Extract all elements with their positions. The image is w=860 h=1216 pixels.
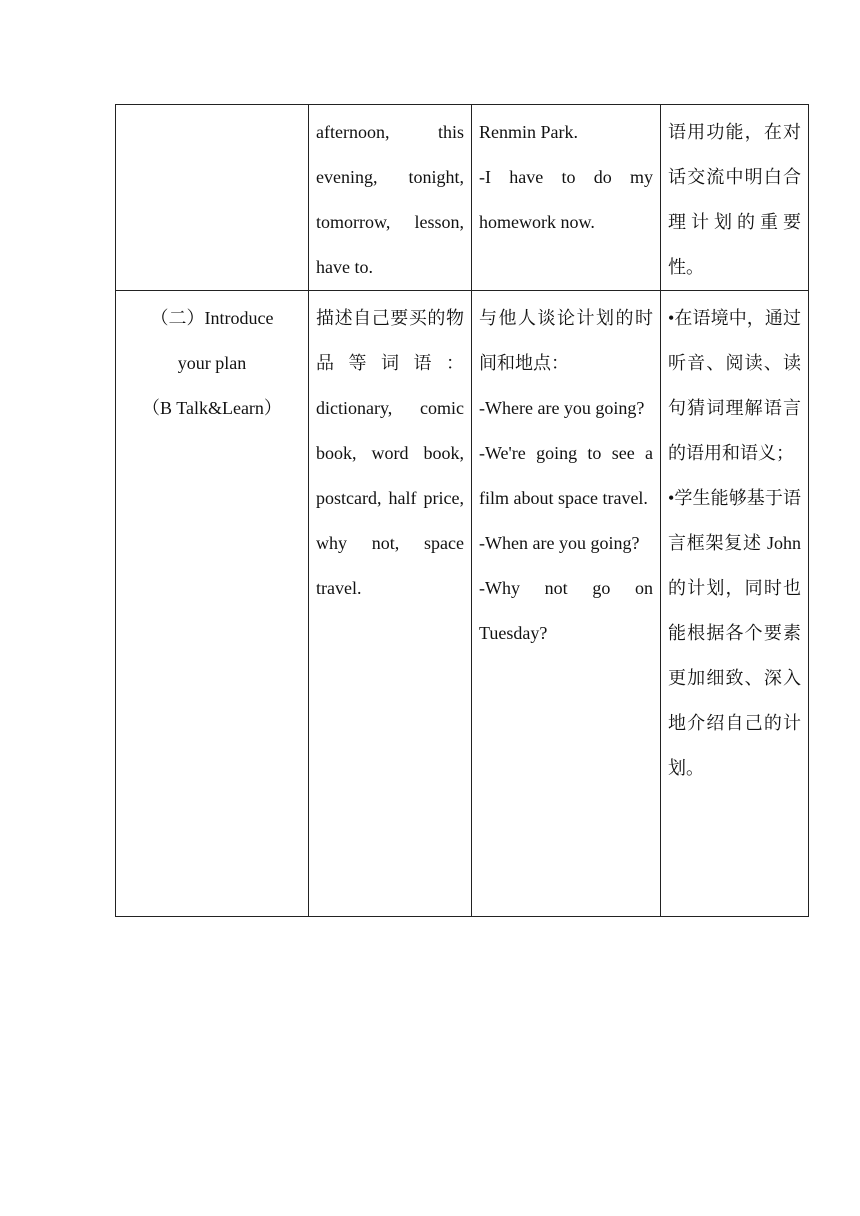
stage-title: （二）Introduce bbox=[150, 308, 274, 328]
cell-text: afternoon, this evening, tonight, tomorrow, lesson, have to. bbox=[316, 122, 464, 277]
table-row bbox=[116, 105, 809, 291]
table-cell-vocabulary bbox=[309, 291, 472, 917]
stage-subtitle: （B Talk&Learn） bbox=[142, 398, 282, 418]
cell-text: -Why not go on Tuesday? bbox=[479, 578, 653, 643]
table-cell-objectives bbox=[661, 105, 809, 291]
table-cell-vocabulary bbox=[309, 105, 472, 291]
cell-text: -I have to do my homework now. bbox=[479, 167, 653, 232]
cell-text: -We're going to see a film about space travel. bbox=[479, 443, 653, 508]
table-row bbox=[116, 291, 809, 917]
cell-text: Renmin Park. bbox=[479, 122, 578, 142]
table-cell-sentences bbox=[472, 291, 661, 917]
table-cell-sentences bbox=[472, 105, 661, 291]
lesson-plan-table bbox=[115, 104, 809, 917]
table-cell-stage bbox=[116, 291, 309, 917]
stage-title: your plan bbox=[177, 353, 247, 373]
cell-text: 语用功能，在对话交流中明白合理计划的重要性。 bbox=[668, 122, 801, 277]
cell-text: -When are you going? bbox=[479, 533, 640, 553]
table-cell-objectives bbox=[661, 291, 809, 917]
cell-text: 与他人谈论计划的时间和地点： bbox=[479, 308, 653, 373]
cell-text: •学生能够基于语言框架复述 John 的计划，同时也能根据各个要素更加细致、深入地介绍自己的计划。 bbox=[668, 488, 801, 778]
cell-text: 描述自己要买的物品等词语：dictionary, comic book, word book, postcard, half price, why not, space travel. bbox=[316, 308, 464, 598]
table-cell-stage bbox=[116, 105, 309, 291]
cell-text: -Where are you going? bbox=[479, 398, 645, 418]
cell-text: •在语境中，通过听音、阅读、读句猜词理解语言的语用和语义； bbox=[668, 308, 801, 463]
